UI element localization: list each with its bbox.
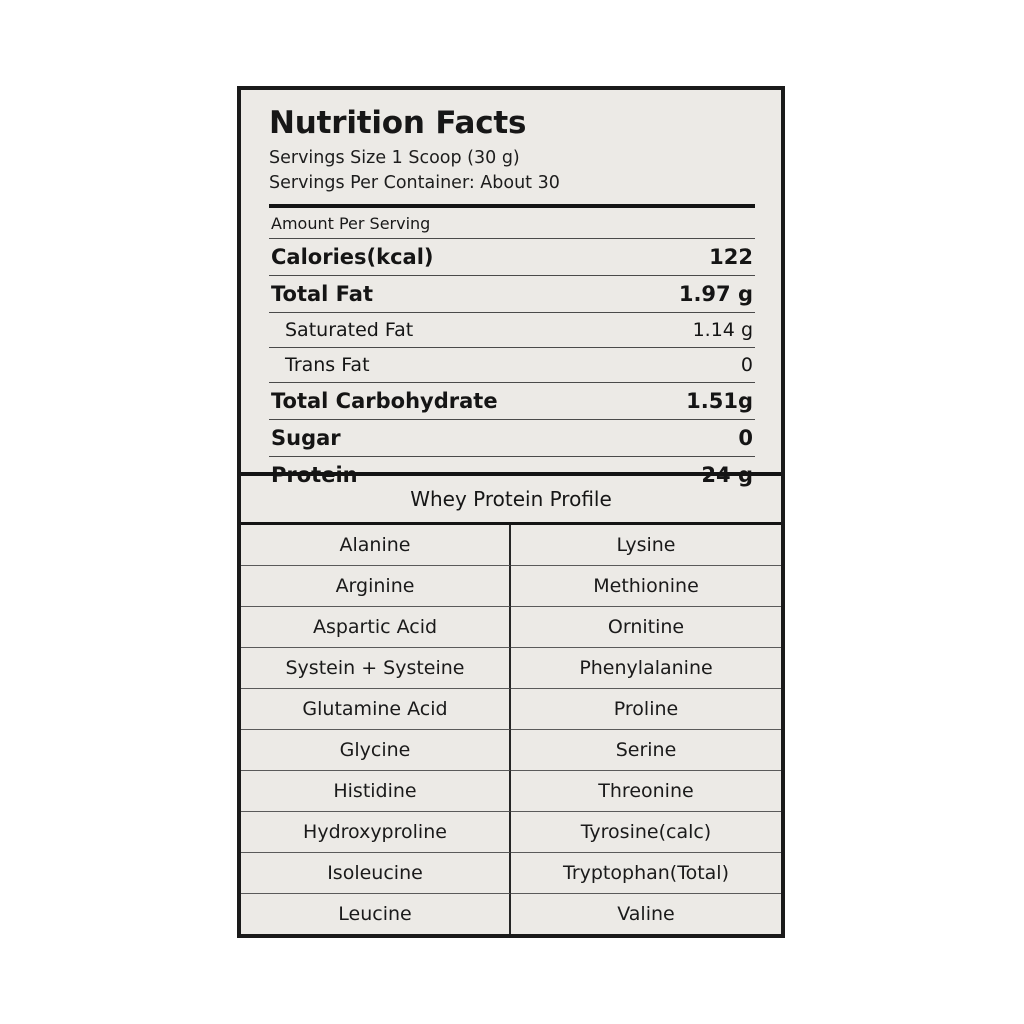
nutrient-value: 1.97 g xyxy=(678,281,753,306)
nutrient-name: Total Fat xyxy=(271,281,374,306)
servings-per-container-text: Servings Per Container: About 30 xyxy=(269,173,560,194)
table-row: Tyrosine(calc) xyxy=(511,812,781,853)
nutrient-value: 122 xyxy=(709,244,753,269)
nutrient-row-total-fat xyxy=(269,276,755,312)
amount-per-serving-label: Amount Per Serving xyxy=(271,213,431,233)
nutrient-value: 0 xyxy=(740,353,753,376)
table-row: Methionine xyxy=(511,566,781,607)
table-row: Lysine xyxy=(511,525,781,566)
table-row: Alanine xyxy=(241,525,511,566)
nutrient-name: Protein xyxy=(271,462,358,487)
page-title: Nutrition Facts xyxy=(269,105,527,141)
profile-grid xyxy=(241,525,781,934)
table-row: Leucine xyxy=(241,894,511,934)
table-row: Arginine xyxy=(241,566,511,607)
nutrient-name: Sugar xyxy=(271,425,341,450)
table-row: Glutamine Acid xyxy=(241,689,511,730)
nutrient-name: Trans Fat xyxy=(285,353,370,376)
table-row: Tryptophan(Total) xyxy=(511,853,781,894)
nutrient-name: Total Carbohydrate xyxy=(271,388,498,413)
nutrient-value: 1.51g xyxy=(686,388,753,413)
nutrient-value: 1.14 g xyxy=(692,318,753,341)
nutrient-name: Calories(kcal) xyxy=(271,244,434,269)
table-row: Hydroxyproline xyxy=(241,812,511,853)
table-row: Isoleucine xyxy=(241,853,511,894)
table-row: Phenylalanine xyxy=(511,648,781,689)
table-row: Glycine xyxy=(241,730,511,771)
nutrient-value: 24 g xyxy=(701,462,753,487)
table-row: Proline xyxy=(511,689,781,730)
table-row: Serine xyxy=(511,730,781,771)
nutrient-row-total-carbohydrate xyxy=(269,383,755,419)
table-row: Aspartic Acid xyxy=(241,607,511,648)
serving-size-text: Servings Size 1 Scoop (30 g) xyxy=(269,148,520,169)
nutrient-value: 0 xyxy=(738,425,753,450)
table-row: Systein + Systeine xyxy=(241,648,511,689)
table-row: Ornitine xyxy=(511,607,781,648)
nutrient-row-sugar xyxy=(269,420,755,456)
nutrition-label-panel xyxy=(237,86,785,938)
nutrient-row-saturated-fat xyxy=(269,313,755,347)
whey-protein-profile-table xyxy=(241,472,781,934)
nutrient-name: Saturated Fat xyxy=(285,318,414,341)
table-row: Threonine xyxy=(511,771,781,812)
table-row: Valine xyxy=(617,903,675,925)
profile-table-header: Whey Protein Profile xyxy=(241,476,781,525)
table-row: Histidine xyxy=(241,771,511,812)
nutrition-facts-section xyxy=(241,90,781,493)
nutrient-row-trans-fat xyxy=(269,348,755,382)
nutrient-row-calories xyxy=(269,239,755,275)
